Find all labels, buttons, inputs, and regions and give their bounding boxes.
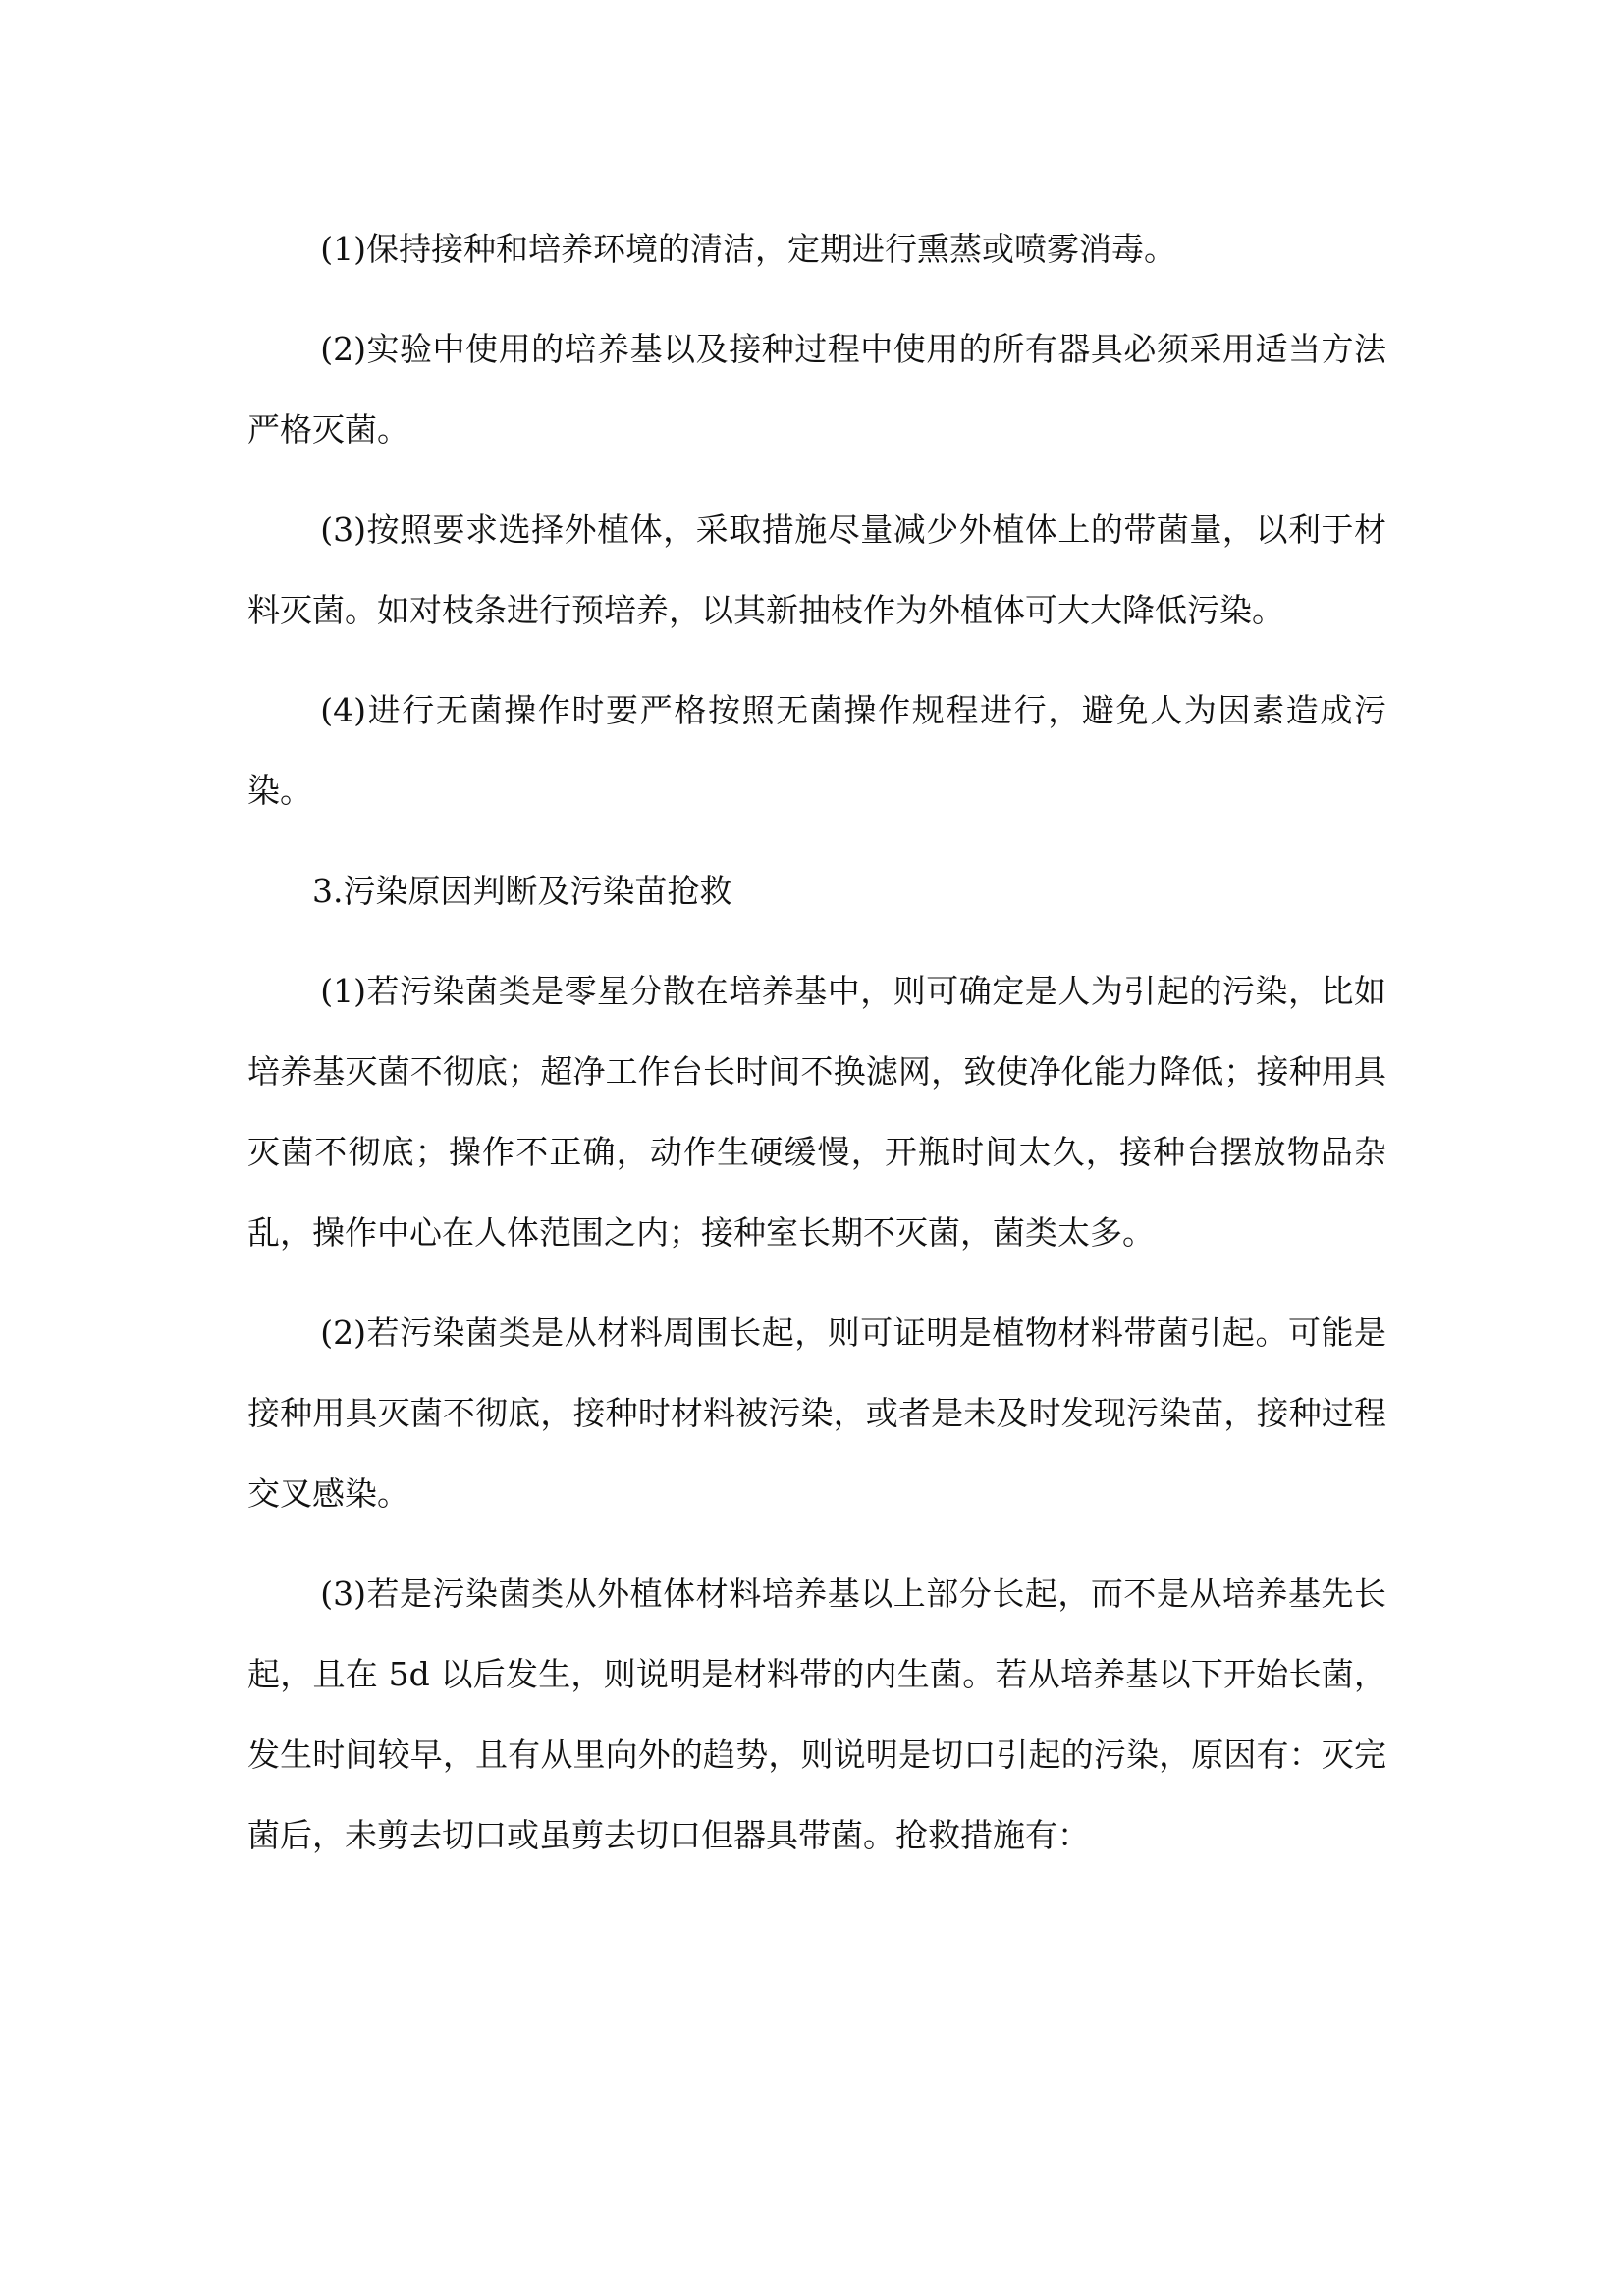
para-6-material-borne: (2)若污染菌类是从材料周围长起，则可证明是植物材料带菌引起。可能是接种用具灭菌不彻底，接种时材料被污染，或者是未及时发现污染苗，接种过程交叉感染。 [247,1313,1386,1513]
para-7-endophytic: (3)若是污染菌类从外植体材料培养基以上部分长起，而不是从培养基先长起，且在 5d 以后发生，则说明是材料带的内生菌。若从培养基以下开始长菌，发生时间较早，且有从里向外的趋势，则说明是切口引起的污染，原因有：灭完菌后，未剪去切口或虽剪去切口但器具带菌。抢救措施有： [247,1575,1386,1854]
document-page [247,209,1386,1896]
para-4-aseptic-operation: (4)进行无菌操作时要严格按照无菌操作规程进行，避免人为因素造成污染。 [247,691,1386,810]
para-2-sterilize-media: (2)实验中使用的培养基以及接种过程中使用的所有器具必须采用适当方法严格灭菌。 [247,330,1386,449]
para-3-explant-selection: (3)按照要求选择外植体，采取措施尽量减少外植体上的带菌量，以利于材料灭菌。如对枝条进行预培养，以其新抽枝作为外植体可大大降低污染。 [247,510,1386,629]
section-heading-3: 3.污染原因判断及污染苗抢救 [312,872,732,910]
para-5-scattered-contamination: (1)若污染菌类是零星分散在培养基中，则可确定是人为引起的污染，比如培养基灭菌不彻底；超净工作台长时间不换滤网，致使净化能力降低；接种用具灭菌不彻底；操作不正确，动作生硬缓慢，开瓶时间太久，接种台摆放物品杂乱，操作中心在人体范围之内；接种室长期不灭菌，菌类太多。 [247,972,1386,1252]
para-1-keep-clean: (1)保持接种和培养环境的清洁，定期进行熏蒸或喷雾消毒。 [320,230,1176,268]
